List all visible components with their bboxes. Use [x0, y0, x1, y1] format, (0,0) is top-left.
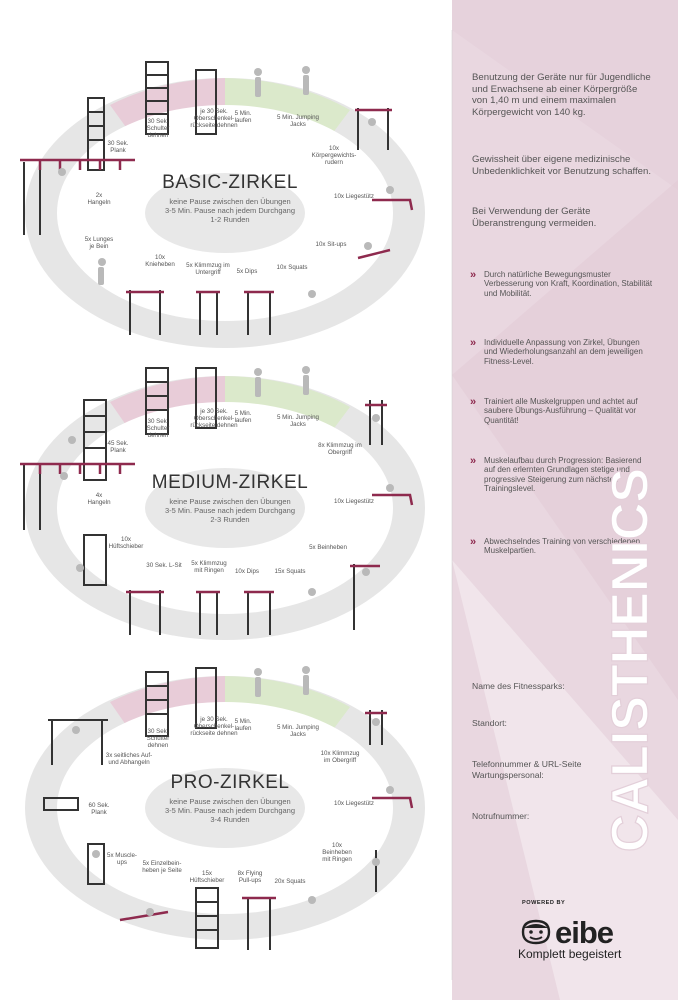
circuit-subtitle-2: 3-5 Min. Pause nach jedem Durchgang	[164, 806, 296, 815]
station-label: 10x Liegestütz	[334, 193, 374, 200]
station-label: 60 Sek. Plank	[88, 802, 110, 817]
station-label: 10x Liegestütz	[334, 498, 374, 505]
station-label: 10x Dips	[234, 568, 260, 575]
svg-text:CALISTHENICS: CALISTHENICS	[601, 467, 660, 853]
brand-tagline: Komplett begeistert	[518, 947, 622, 961]
circuit-subtitle-1: keine Pause zwischen den Übungen	[169, 497, 291, 506]
station-label: 5 Min. laufen	[234, 718, 252, 733]
station-label: 5x Lunges je Bein	[84, 236, 114, 251]
station-label: 30 Sek. L-Sit	[146, 562, 182, 569]
station-label: je 30 Sek. Oberschenkel-rückseite dehnen	[190, 716, 238, 738]
station-label: 10x Beinheben mit Ringen	[322, 842, 352, 864]
station-label: 30 Sek. Schulter dehnen	[146, 418, 170, 440]
station-label: 10x Squats	[276, 264, 308, 271]
usage-note: Benutzung der Geräte nur für Jugendliche und Erwachsene ab einer Körpergröße von 1,40 m und einem maximalen Körpergewicht von 140 kg.	[472, 72, 651, 118]
station-label: 10x Klimmzug im Obergriff	[320, 750, 360, 765]
circuit-subtitle-2: 3-5 Min. Pause nach jedem Durchgang	[164, 206, 296, 215]
eibe-face-logo-icon	[519, 918, 553, 946]
station-label: 10x Hüftschieber	[108, 536, 144, 551]
basic-ring	[0, 30, 448, 360]
location-field: Standort:	[472, 718, 507, 728]
calisthenics-vertical-text	[594, 440, 674, 880]
benefit-item: » Abwechselndes Training von verschiedenen Muskelpartien.	[470, 536, 641, 556]
emergency-number-field: Notrufnummer:	[472, 811, 530, 821]
medical-note: Gewissheit über eigene medizinische Unbedenklichkeit vor Benutzung schaffen.	[472, 154, 652, 177]
station-label: 10x Liegestütz	[334, 800, 374, 807]
station-label: 5x Muscle-ups	[107, 852, 137, 867]
circuit-subtitle-3: 1-2 Runden	[210, 215, 250, 224]
station-label: 3x seitliches Auf- und Abhangeln	[105, 752, 153, 767]
station-label: 5x Klimmzug im Untergriff	[186, 262, 230, 277]
chevron-right-icon: »	[470, 455, 477, 467]
medium-ring	[0, 330, 448, 660]
circuit-subtitle-3: 3-4 Runden	[210, 815, 250, 824]
station-label: 30 Sek. Schulter dehnen	[146, 118, 170, 140]
station-label: 10x Körpergewichts-rudern	[311, 145, 357, 167]
station-label: 5 Min. Jumping Jacks	[277, 724, 319, 739]
station-label: 5 Min. laufen	[234, 410, 252, 425]
eibe-logo: eibe	[555, 915, 614, 950]
benefit-item: » Durch natürliche Bewegungsmuster Verbesserung von Kraft, Koordination, Stabilität und Mobilität.	[470, 269, 653, 298]
medium-circuit	[0, 330, 448, 660]
station-label: 15x Hüftschieber	[189, 870, 225, 885]
circuit-subtitle-2: 3-5 Min. Pause nach jedem Durchgang	[164, 506, 296, 515]
station-label: 5x Dips	[236, 268, 258, 275]
benefit-item: » Trainiert alle Muskelgruppen und achtet auf saubere Übungs-Ausführung – Qualität vor Quantität!	[470, 396, 638, 425]
pro-circuit	[0, 630, 448, 960]
strain-note: Bei Verwendung der Geräte Überanstrengung vermeiden.	[472, 206, 597, 229]
chevron-right-icon: »	[470, 536, 477, 548]
chevron-right-icon: »	[470, 337, 477, 349]
station-label: 5 Min. laufen	[234, 110, 252, 125]
pro-ring	[0, 630, 448, 960]
station-label: je 30 Sek. Oberschenkel-rückseite dehnen	[190, 108, 238, 130]
circuit-title: PRO-ZIRKEL	[170, 772, 290, 793]
circuit-subtitle-1: keine Pause zwischen den Übungen	[169, 797, 291, 806]
station-label: 2x Hangeln	[87, 192, 111, 207]
station-label: 5x Klimmzug mit Ringen	[191, 560, 227, 575]
circuit-title: MEDIUM-ZIRKEL	[151, 472, 309, 493]
benefit-item: » Individuelle Anpassung von Zirkel, Übungen und Wiederholungsanzahl an dem jeweiligen Fitness-Level.	[470, 337, 643, 366]
station-label: 45 Sek. Plank	[107, 440, 129, 455]
chevron-right-icon: »	[470, 396, 477, 408]
station-label: 30 Sek. Plank	[107, 140, 129, 155]
circuit-title: BASIC-ZIRKEL	[162, 172, 298, 193]
circuit-subtitle-1: keine Pause zwischen den Übungen	[169, 197, 291, 206]
station-label: 5x Einzelbein-heben je Seite	[142, 860, 182, 875]
station-label: 10x Sit-ups	[315, 241, 347, 248]
station-label: 5x Beinheben	[309, 544, 347, 551]
chevron-right-icon: »	[470, 269, 477, 281]
station-label: 30 Sek. Schulter dehnen	[146, 728, 170, 750]
station-label: 10x Knieheben	[145, 254, 175, 269]
station-label: 20x Squats	[274, 878, 306, 885]
benefit-item: » Muskelaufbau durch Progression: Basierend auf den erlernten Grundlagen stetige und progressive Steigerung zum nächsten Trainingslevel.	[470, 455, 642, 494]
station-label: 4x Hangeln	[87, 492, 111, 507]
park-name-field: Name des Fitnessparks:	[472, 681, 565, 691]
station-label: 5 Min. Jumping Jacks	[277, 414, 319, 429]
circuit-subtitle-3: 2-3 Runden	[210, 515, 250, 524]
powered-by-label: POWERED BY	[522, 900, 566, 906]
station-label: 5 Min. Jumping Jacks	[277, 114, 319, 129]
station-label: 8x Klimmzug im Obergriff	[318, 442, 362, 457]
station-label: 15x Squats	[274, 568, 306, 575]
basic-circuit	[0, 30, 448, 360]
maintenance-contact-field: Telefonnummer & URL-Seite Wartungspersonal:	[472, 759, 582, 780]
station-label: 8x Flying Pull-ups	[237, 870, 263, 885]
station-label: je 30 Sek. Oberschenkel-rückseite dehnen	[190, 408, 238, 430]
